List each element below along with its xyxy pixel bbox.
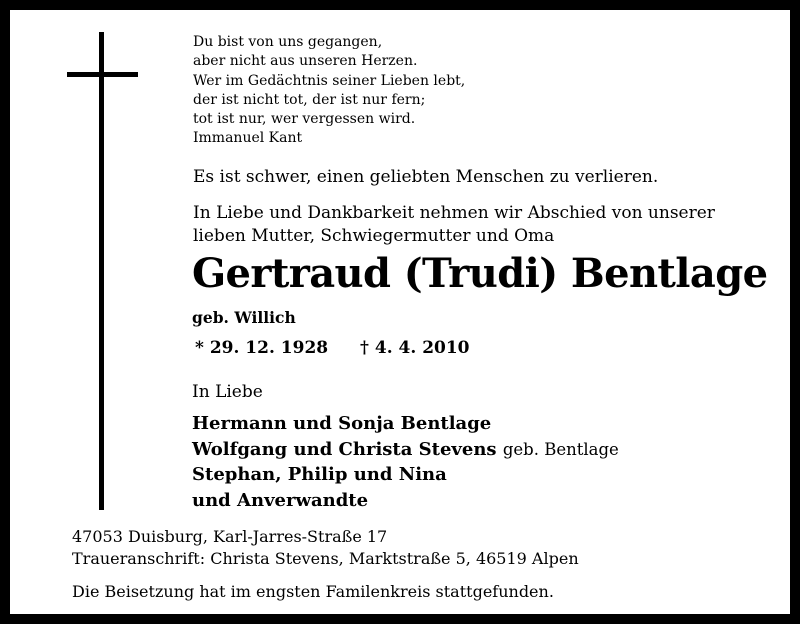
farewell-line: lieben Mutter, Schwiegermutter und Oma [193, 226, 555, 246]
poem-author: Immanuel Kant [193, 130, 303, 147]
mourner-names: Wolfgang und Christa Stevens [192, 438, 497, 460]
poem-line: der ist nicht tot, der ist nur fern; [193, 91, 426, 108]
death-cross-icon: † [360, 338, 369, 358]
mourning-address-line: Traueranschrift: Christa Stevens, Marktstraße 5, 46519 Alpen [72, 549, 579, 568]
address [72, 526, 579, 570]
intro-line: Es ist schwer, einen geliebten Menschen zu verlieren. [193, 167, 659, 187]
deceased-name: Gertraud (Trudi) Bentlage [192, 250, 768, 297]
mourner-line: und Anverwandte [192, 489, 369, 511]
birth-star-icon: * [195, 338, 204, 358]
mourner-born-name: geb. Bentlage [502, 439, 619, 459]
cross-vertical-bar [99, 32, 104, 510]
poem [193, 33, 465, 149]
address-line: 47053 Duisburg, Karl-Jarres-Straße 17 [72, 527, 388, 546]
poem-line: aber nicht aus unseren Herzen. [193, 53, 418, 70]
mourners-list [192, 411, 619, 513]
mourner-line [192, 437, 619, 463]
death-date: 4. 4. 2010 [374, 338, 470, 358]
mourners-intro: In Liebe [192, 382, 263, 402]
poem-line: Wer im Gedächtnis seiner Lieben lebt, [193, 72, 466, 89]
poem-line: tot ist nur, wer vergessen wird. [193, 111, 416, 128]
born-name: geb. Willich [192, 308, 296, 327]
farewell-line: In Liebe und Dankbarkeit nehmen wir Abschied von unserer [193, 203, 715, 223]
farewell-text [193, 202, 715, 248]
life-dates [195, 338, 470, 358]
mourner-line: Stephan, Philip und Nina [192, 464, 447, 485]
burial-note: Die Beisetzung hat im engsten Familenkreis stattgefunden. [72, 582, 554, 601]
mourner-line: Hermann und Sonja Bentlage [192, 413, 492, 434]
poem-line: Du bist von uns gegangen, [193, 34, 383, 50]
birth-date: 29. 12. 1928 [209, 338, 329, 358]
cross-horizontal-bar [67, 72, 138, 77]
